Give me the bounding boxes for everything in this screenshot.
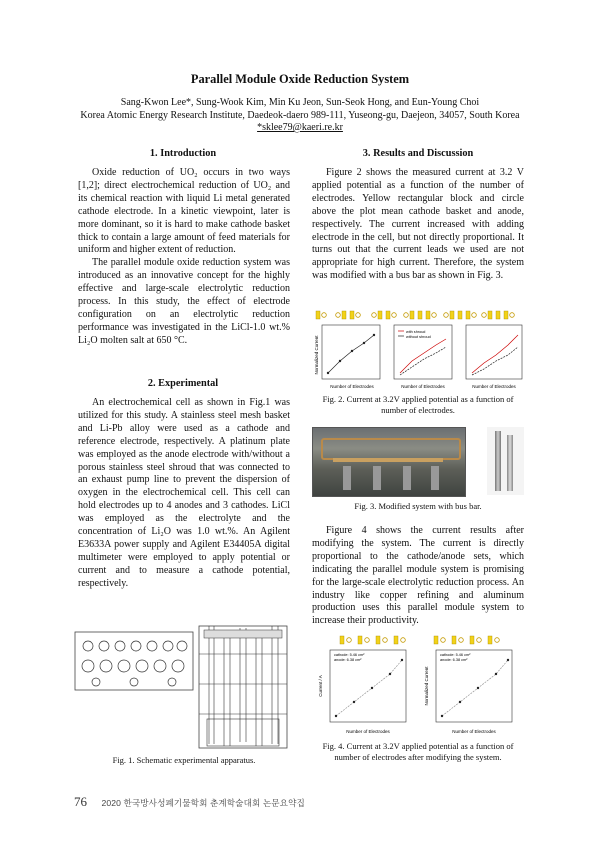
- section-heading-introduction: 1. Introduction: [149, 148, 217, 159]
- fig4-caption: Fig. 4. Current at 3.2V applied potential as a function of number of electrodes after modifying the system.: [322, 741, 514, 762]
- fig2-panel-3: [466, 325, 522, 379]
- fig2-caption: Fig. 2. Current at 3.2V applied potential as a function of number of electrodes.: [322, 394, 514, 415]
- intro-paragraph-2: The parallel module oxide reduction system was introduced as an innovative concept for the highly effective and large-scale electrolytic reduction process. In this study, the effect of electrode configuration on an electrolytic reduction performance was investigated in the LiCl-1.0 wt.% Li₂O molten salt at 650 °C.: [78, 257, 290, 346]
- section-heading-experimental: 2. Experimental: [147, 378, 219, 389]
- fig2-legend-2: without shroud: [406, 335, 431, 339]
- results-paragraph-2: Figure 4 shows the current results after modifying the system. The current is directly proportional to the cathode/anode sets, which indicating the parallel module system is promising for the large-scale electrolytic reduction process. An industry like copper refining and aluminum production uses this parallel module system to increase their productivity.: [312, 525, 524, 627]
- footer-text: 2020 한국방사성폐기물학회 춘계학술대회 논문요약집: [101, 798, 305, 808]
- fig2-chart: [312, 309, 524, 392]
- authors: Sang-Kwon Lee*, Sung-Wook Kim, Min Ku Jeon, Sun-Seok Hong, and Eun-Young Choi: [120, 97, 480, 108]
- fig4-chart: [312, 634, 524, 738]
- fig4-ylabel-1: Current / A: [318, 675, 323, 697]
- results-text-2: [312, 525, 524, 628]
- fig1-caption: Fig. 1. Schematic experimental apparatus.: [112, 755, 256, 765]
- page-footer: [74, 793, 305, 811]
- fig4-anno-anode-2: anode: 6.38 cm²: [440, 658, 468, 662]
- fig4-anno-anode-1: anode: 6.38 cm²: [334, 658, 362, 662]
- experimental-paragraph-1: An electrochemical cell as shown in Fig.1 was utilized for this study. A stainless steel mesh basket and Li-Pb alloy were used as a cathode and reference electrode, respectively. A platinum plate was employed as the anode electrode with/without a porous stainless steel shroud that was connected to an exhaust pump line to prevent the dispersion of oxygen in the electrochemical cell. This cell can hold electrodes up to 4 anodes and 3 cathodes. LiCl was employed as the electrolyte and the concentration of Li₂O was 1.0 wt.%. An Agilent E3633A power supply and Agilent E34405A digital multimeter were employed to apply potential or current and to measure a cathode potential, respectively.: [78, 397, 290, 589]
- affiliation: Korea Atomic Energy Research Institute, Daedeok-daero 989-111, Yuseong-gu, Daejeon, 34057, South Korea: [80, 109, 520, 121]
- fig4-anno-cathode-1: cathode: 5.46 cm²: [334, 653, 365, 657]
- fig2-legend-1: with shroud: [406, 330, 426, 334]
- intro-text: [78, 167, 290, 348]
- fig2-xlabel-1: Number of Electrodes: [330, 384, 374, 389]
- experimental-text: [78, 397, 290, 591]
- results-paragraph-1: Figure 2 shows the measured current at 3.2 V applied potential as a function of the number of electrodes. Yellow rectangular block and circle above the plot mean cathode basket and anode, respectively. The current increased with adding electrode in the cell, but not directly proportional. It turns out that the current leads we used are not appropriate for high current. Therefore, the system was modified with a bus bar as shown in Fig. 3.: [312, 167, 524, 282]
- intro-paragraph-1: Oxide reduction of UO₂ occurs in two ways [1,2]; direct electrochemical reduction of UO₂ and its chemical reaction with liquid Li metal generated cathode electrode. In a kinetic viewpoint, later is more dominant, so it is hard to make cathode basket thick to contain a large amount of feed materials for uniform and higher extent of reduction.: [78, 167, 290, 256]
- fig2-ylabel: Normalized Current: [314, 335, 319, 375]
- fig4-xlabel-2: Number of Electrodes: [452, 729, 496, 734]
- paper-title: Parallel Module Oxide Reduction System: [190, 72, 410, 86]
- fig4-ylabel-2: Normalized Current: [424, 666, 429, 706]
- fig2-xlabel-2: Number of Electrodes: [401, 384, 445, 389]
- page-number: 76: [74, 794, 87, 809]
- fig3-photo-busbar: [487, 427, 524, 495]
- fig2-xlabel-3: Number of Electrodes: [472, 384, 516, 389]
- author-block: [0, 97, 600, 135]
- section-heading-results: 3. Results and Discussion: [362, 148, 474, 159]
- fig2-panel-1: [322, 325, 380, 379]
- fig4-xlabel-1: Number of Electrodes: [346, 729, 390, 734]
- fig3-caption: Fig. 3. Modified system with bus bar.: [354, 501, 482, 511]
- fig1-schematic: [74, 624, 294, 752]
- results-text-1: [312, 167, 524, 283]
- fig4-anno-cathode-2: cathode: 5.46 cm²: [440, 653, 471, 657]
- fig3-photo-system: [312, 427, 466, 497]
- email[interactable]: *sklee79@kaeri.re.kr: [257, 122, 343, 133]
